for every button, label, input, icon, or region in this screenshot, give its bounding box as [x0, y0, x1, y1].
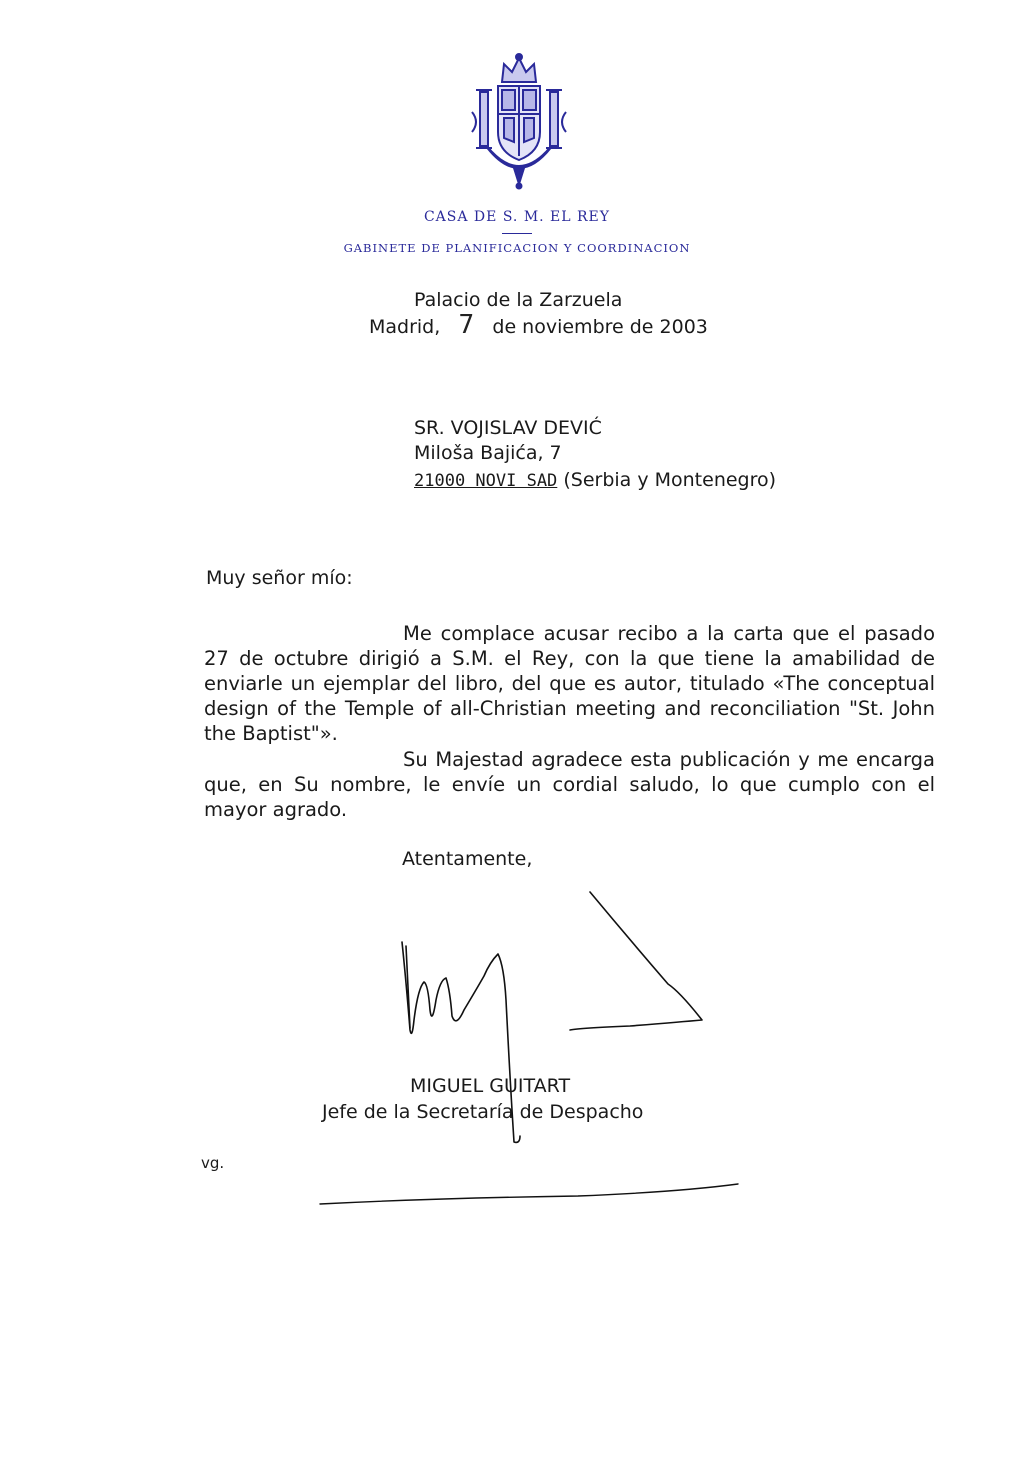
- closing: Atentamente,: [402, 848, 533, 870]
- recipient-street: Miloša Bajića, 7: [414, 442, 562, 464]
- body-paragraph: Su Majestad agradece esta publicación y me encarga que, en Su nombre, le envíe un cordial saludo, lo que cumplo con el mayor agrado.: [204, 748, 935, 821]
- recipient-country: (Serbia y Montenegro): [563, 469, 777, 491]
- dateline-city: Madrid,: [369, 316, 441, 338]
- royal-crest-icon: [468, 52, 570, 190]
- letterhead-org-line1: CASA DE S. M. EL REY: [423, 209, 611, 225]
- signer-name: MIGUEL GUITART: [410, 1075, 571, 1097]
- letterhead-org-line2: GABINETE DE PLANIFICACION Y COORDINACION: [343, 241, 691, 255]
- body-paragraph: Me complace acusar recibo a la carta que el pasado 27 de octubre dirigió a S.M. el Rey, con la que tiene la amabilidad de enviarle un ejemplar del libro, del que es autor, titulado «The conceptual design of the Temple of all-Christian meeting and reconciliation "St. John the Baptist"».: [204, 622, 935, 745]
- signer-title: Jefe de la Secretaría de Despacho: [322, 1101, 644, 1123]
- recipient-city: [414, 468, 776, 494]
- recipient-postal-city: 21000 NOVI SAD: [414, 471, 558, 491]
- typist-initials: vg.: [201, 1154, 225, 1172]
- salutation: Muy señor mío:: [206, 567, 353, 589]
- handwritten-line-icon: [318, 1176, 740, 1212]
- recipient-name: SR. VOJISLAV DEVIĆ: [414, 417, 602, 439]
- dateline-place: Palacio de la Zarzuela: [414, 289, 623, 311]
- dateline-day: 7: [458, 310, 475, 340]
- dateline-month-year: de noviembre de 2003: [492, 316, 708, 338]
- letterhead-divider: [502, 233, 532, 234]
- dateline-date: [369, 310, 708, 340]
